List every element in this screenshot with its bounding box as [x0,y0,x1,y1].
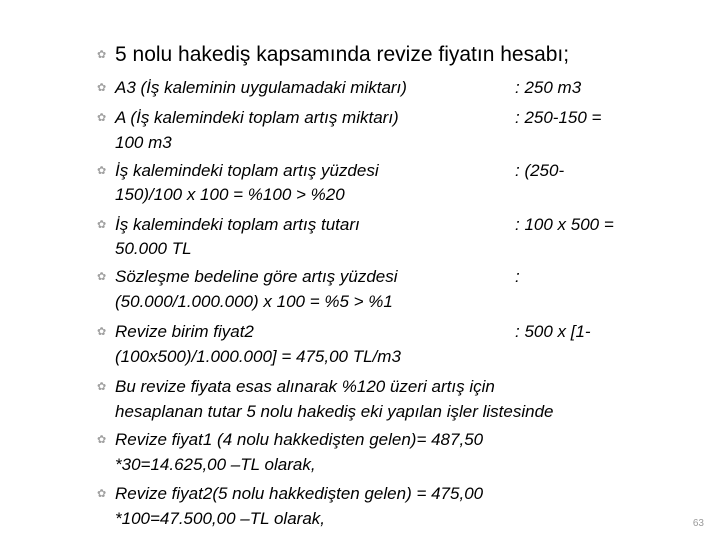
item-continuation: 150)/100 x 100 = %100 > %20 [115,185,345,204]
item-label: Bu revize fiyata esas alınarak %120 üzeri artış için [115,377,495,396]
item-label: A3 (İş kaleminin uygulamadaki miktarı) [115,78,407,97]
item-label: Revize fiyat1 (4 nolu hakkedişten gelen)= 487,50 [115,430,484,449]
item-label: Revize fiyat2(5 nolu hakkedişten gelen) = 475,00 [115,484,484,503]
item-continuation: *100=47.500,00 –TL olarak, [115,509,325,528]
item-label: İş kalemindeki toplam artış tutarı [115,215,360,234]
bullet-icon: ✿ [97,165,107,177]
item-value: : (250- [515,161,565,180]
bullet-icon: ✿ [97,434,107,446]
item-continuation: (50.000/1.000.000) x 100 = %5 > %1 [115,292,393,311]
item-value: : 250 m3 [515,78,582,97]
slide-title: 5 nolu hakediş kapsamında revize fiyatın hesabı; [115,43,570,66]
item-label: A (İş kalemindeki toplam artış miktarı) [115,108,399,127]
bullet-icon: ✿ [97,271,107,283]
bullet-icon: ✿ [97,488,107,500]
item-value: : [515,267,520,286]
bullet-icon: ✿ [97,112,107,124]
bullet-icon: ✿ [97,381,107,393]
page-number: 63 [692,518,704,529]
bullet-icon: ✿ [97,326,107,338]
item-label: Sözleşme bedeline göre artış yüzdesi [115,267,398,286]
item-value: : 100 x 500 = [515,215,614,234]
item-continuation: *30=14.625,00 –TL olarak, [115,455,316,474]
bullet-icon: ✿ [97,82,107,94]
item-label: İş kalemindeki toplam artış yüzdesi [115,161,379,180]
bullet-icon: ✿ [97,49,107,61]
item-value: : 250-150 = [515,108,602,127]
item-continuation: 50.000 TL [115,239,192,258]
bullet-icon: ✿ [97,219,107,231]
item-label: Revize birim fiyat2 [115,322,254,341]
item-continuation: hesaplanan tutar 5 nolu hakediş eki yapılan işler listesinde [115,402,554,421]
item-continuation: 100 m3 [115,133,172,152]
item-value: : 500 x [1- [515,322,591,341]
item-continuation: (100x500)/1.000.000] = 475,00 TL/m3 [115,347,401,366]
